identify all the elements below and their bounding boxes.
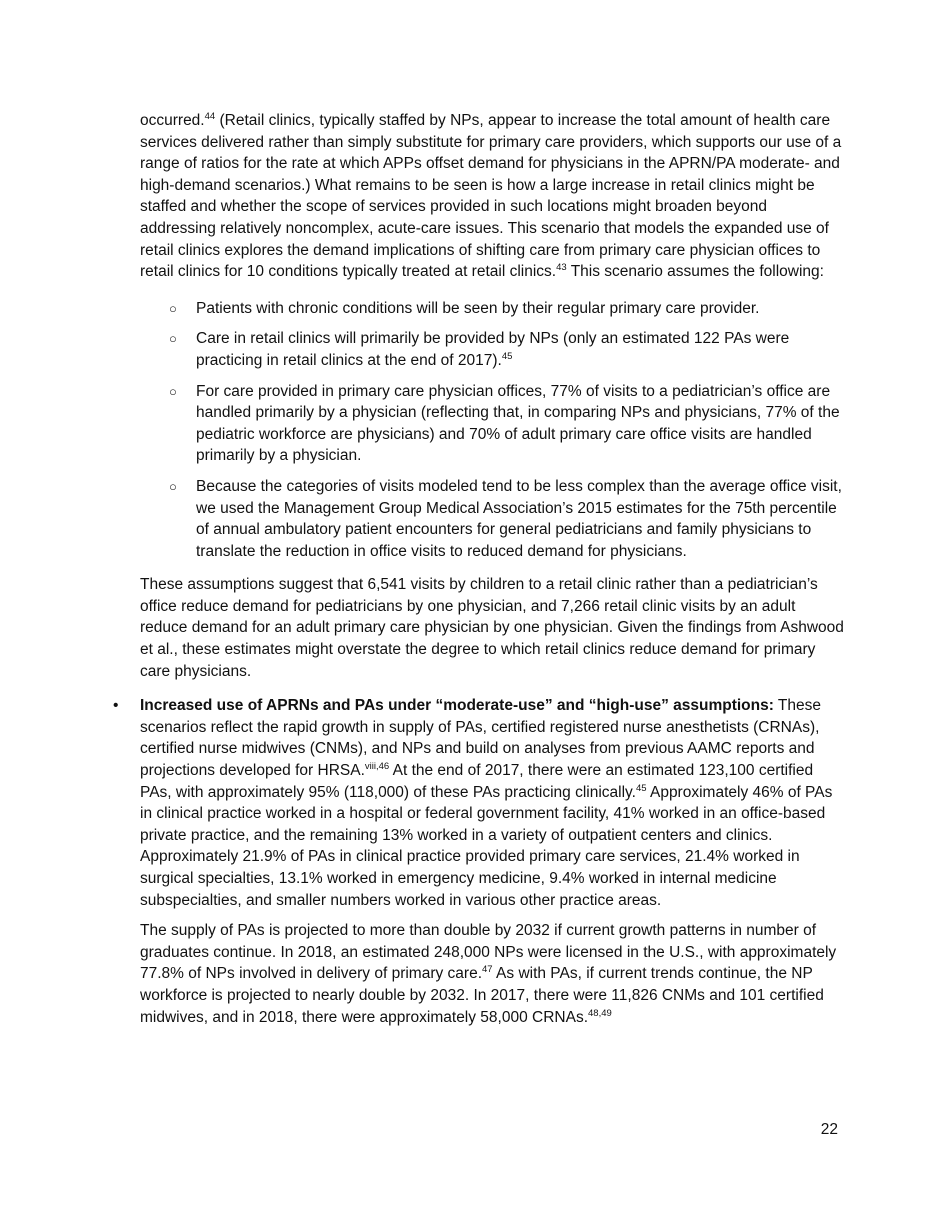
circle-bullet-icon: ○: [169, 383, 177, 399]
page-body: [113, 110, 845, 1028]
list-item: ○ Because the categories of visits modeled tend to be less complex than the average office visit, we used the Management Group Medical Association’s 2015 estimates for the 75th percentile of annual ambulatory patient encounters for general pediatricians and family physicians to translate the reduction in office visits to reduced demand for physicians.: [169, 477, 842, 560]
bullet-icon: •: [113, 697, 119, 715]
assumptions-paragraph: These assumptions suggest that 6,541 visits by children to a retail clinic rather than a pediatrician’s office reduce demand for pediatricians by one physician, and 7,266 retail clinic visits by an adult reduce demand for an adult primary care physician by one physician. Given the findings from Ashwood et al., these estimates might overstate the degree to which retail clinics reduce demand for primary care physicians.: [140, 576, 844, 680]
circle-bullet-icon: ○: [169, 300, 177, 316]
assumptions-list: [140, 298, 845, 563]
page-number: 22: [820, 1121, 838, 1138]
list-item: ○ Patients with chronic conditions will be seen by their regular primary care provider.: [140, 298, 845, 320]
list-item: ○ For care provided in primary care physician offices, 77% of visits to a pediatrician’s office are handled primarily by a physician (reflecting that, in comparing NPs and physicians, 77% of the pediatric workforce are physicians) and 70% of adult primary care office visits are handled primarily by a physician.: [169, 382, 840, 465]
citation-43: 43: [556, 262, 567, 274]
citation-44: 44: [204, 111, 216, 122]
apprn-pa-paragraph-2: The supply of PAs is projected to more than double by 2032 if current growth patterns in number of graduates continue. In 2018, an estimated 248,000 NPs were licensed in the U.S., with approximately 77.8% of NPs involved in delivery of primary care.$^{47}$ As with PAs, if current trends continue, the NP workforce is projected to nearly double by 2032. In 2017, there were 11,826 CNMs and 101 certified midwives, and in 2018, there were approximately 58,000 CRNAs.$^{48,49}$: [140, 922, 837, 1026]
citation-45: 45: [501, 350, 513, 362]
circle-bullet-icon: ○: [169, 478, 177, 494]
citation-47: 47: [482, 964, 493, 976]
list-item: ○ Care in retail clinics will primarily be provided by NPs (only an estimated 122 PAs were practicing in retail clinics at the end of 2017).$^{45}$: [169, 330, 790, 369]
citation-viii-46: viii,46: [364, 761, 390, 773]
bullet-heading: Increased use of APRNs and PAs under “moderate-use” and “high-use” assumptions:: [140, 697, 774, 715]
apprn-pa-paragraph-1: Increased use of APRNs and PAs under “moderate-use” and “high-use” assumptions: These scenarios reflect the rapid growth in supply of PAs, certified registered nurse anesthetists (CRNAs), certified nurse midwives (CNMs), and NPs and build on analyses from previous AAMC reports and projections developed for HRSA.$^{viii,46}$ At the end of 2017, there were an estimated 123,100 certified PAs, with approximately 95% (118,000) of these PAs practicing clinically.$^{45}$ Approximately 46% of PAs in clinical practice worked in a hospital or federal government facility, 41% worked in an office-based private practice, and the remaining 13% worked in a variety of outpatient centers and clinics. Approximately 21.9% of PAs in clinical practice provided primary care services, 21.4% worked in surgical specialties, 13.1% worked in emergency medicine, 9.4% worked in internal medicine subspecialties, and smaller numbers worked in various other practice areas.: [140, 697, 833, 909]
apprn-pa-bullet: [113, 695, 845, 1028]
circle-bullet-icon: ○: [169, 331, 177, 347]
citation-48-49: 48,49: [588, 1007, 612, 1019]
citation-45: 45: [635, 782, 647, 794]
intro-paragraph: occurred.$^{44}$ (Retail clinics, typically staffed by NPs, appear to increase the total amount of health care services delivered rather than simply substitute for primary care providers, which supports our use of a range of ratios for the rate at which APPs offset demand for physicians in the APRN/PA moderate- and high-demand scenarios.) What remains to be seen is how a large increase in retail clinics might be staffed and whether the scope of services provided in such locations might broaden beyond addressing relatively noncomplex, acute-care issues. This scenario that models the expanded use of retail clinics explores the demand implications of shifting care from primary care physician offices to retail clinics for 10 conditions typically treated at retail clinics.$^{43}$ This scenario assumes the following:: [140, 111, 842, 281]
